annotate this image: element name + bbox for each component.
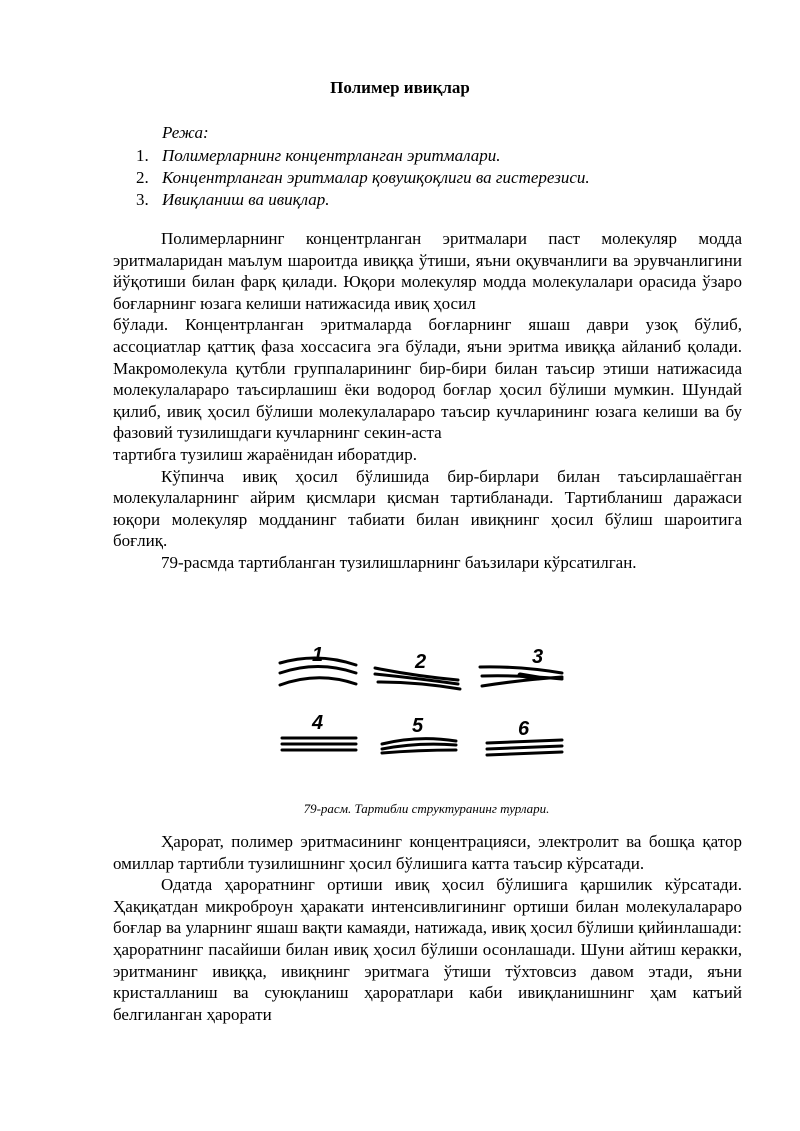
plan-item-text: Ивиқланиш ва ивиқлар. xyxy=(162,190,330,209)
figure-caption: 79-расм. Тартибли структуранинг турлари. xyxy=(303,801,550,816)
structure-type-5-drawing xyxy=(382,739,456,753)
structure-label: 6 xyxy=(518,718,530,740)
plan-item-text: Концентрланган эритмалар қовушқоқлиги ва гистерезиси. xyxy=(162,168,590,187)
structure-label: 5 xyxy=(412,715,424,737)
plan-item-number: 2. xyxy=(136,168,149,187)
paragraph: бўлади. Концентрланган эритмаларда боғларнинг яшаш даври узоқ бўлиб, ассоциатлар қаттиқ фаза хоссасига эга бўлади, яъни эритма ивиққа айланиб қолади. Макромолекула қутбли группаларининг бир-бири билан таъсир этиши натижасида молекулалараро таъсирлашиш ёки водород боғлар ҳосил бўлиши мумкин. Шундай қилиб, ивиқ ҳосил бўлиши молекулалараро таъсир кучларининг юзага келиши ва бу фазовий тузилишдаги кучларнинг секин-аста xyxy=(113,315,742,443)
structure-type-4-drawing xyxy=(282,738,356,750)
paragraph: тартибга тузилиш жараёнидан иборатдир. xyxy=(113,444,418,464)
structure-label: 3 xyxy=(532,646,544,668)
plan-item-text: Полимерларнинг концентрланган эритмалари. xyxy=(162,146,501,165)
paragraph: 79-расмда тартибланган тузилишларнинг баъзилари кўрсатилган. xyxy=(161,552,637,572)
document-title: Полимер ивиқлар xyxy=(330,78,470,97)
plan-list xyxy=(136,120,590,211)
ordered-structure-figure xyxy=(270,640,570,780)
plan-item xyxy=(136,167,590,189)
paragraph: Полимерларнинг концентрланган эритмалари паст молекуляр модда эритмаларидан маълум шароитда ивиққа ўтиши, яъни оқувчанлиги ва эрувчанлигини йўқотиши билан фарқ қилади. Юқори молекуляр модда молекулалари орасида ўзаро боғларнинг юзага келиши натижасида ивиқ ҳосил xyxy=(113,229,742,313)
plan-item xyxy=(136,189,590,211)
plan-item-number: 1. xyxy=(136,146,149,165)
paragraph: Ҳарорат, полимер эритмасининг концентрацияси, электролит ва бошқа қатор омиллар тартибли тузилишнинг ҳосил бўлишига катта таъсир кўрсатади. xyxy=(113,832,742,873)
structure-type-6-drawing xyxy=(487,740,562,755)
body-text-top xyxy=(113,228,742,574)
structure-label: 1 xyxy=(312,644,324,666)
structure-type-3-drawing xyxy=(480,667,562,686)
paragraph: Одатда ҳароратнинг ортиши ивиқ ҳосил бўлишига қаршилик кўрсатади. Ҳақиқатдан микроброун ҳаракати интенсивлигининг ортиши билан молекулалараро боғлар ва уларнинг яшаш вақти камаяди, натижада, ивиқ ҳосил бўлиши қийинлашади: ҳароратнинг пасайиши билан ивиқ ҳосил бўлиши осонлашади. Шуни айтиш керакки, эритманинг ивиққа, ивиқнинг эритмага ўтиши тўхтовсиз давом этади, яъни кристалланиш ва суюқланиш ҳароратлари каби ивиқланишнинг ҳам катъий белгиланган ҳарорати xyxy=(113,875,742,1024)
plan-heading: Режа: xyxy=(162,123,209,142)
structure-label: 2 xyxy=(415,651,427,673)
paragraph: Кўпинча ивиқ ҳосил бўлишида бир-бирлари билан таъсирлашаёгган молекулаларнинг айрим қисмлари қисман тартибланади. Тартибланиш даражаси юқори молекуляр модданинг табиати билан ивиқнинг ҳосил бўлиш шароитига боғлиқ. xyxy=(113,466,742,551)
structure-label: 4 xyxy=(312,712,324,734)
plan-item-number: 3. xyxy=(136,190,149,209)
body-text-bottom xyxy=(113,831,742,1025)
plan-item xyxy=(136,145,590,167)
